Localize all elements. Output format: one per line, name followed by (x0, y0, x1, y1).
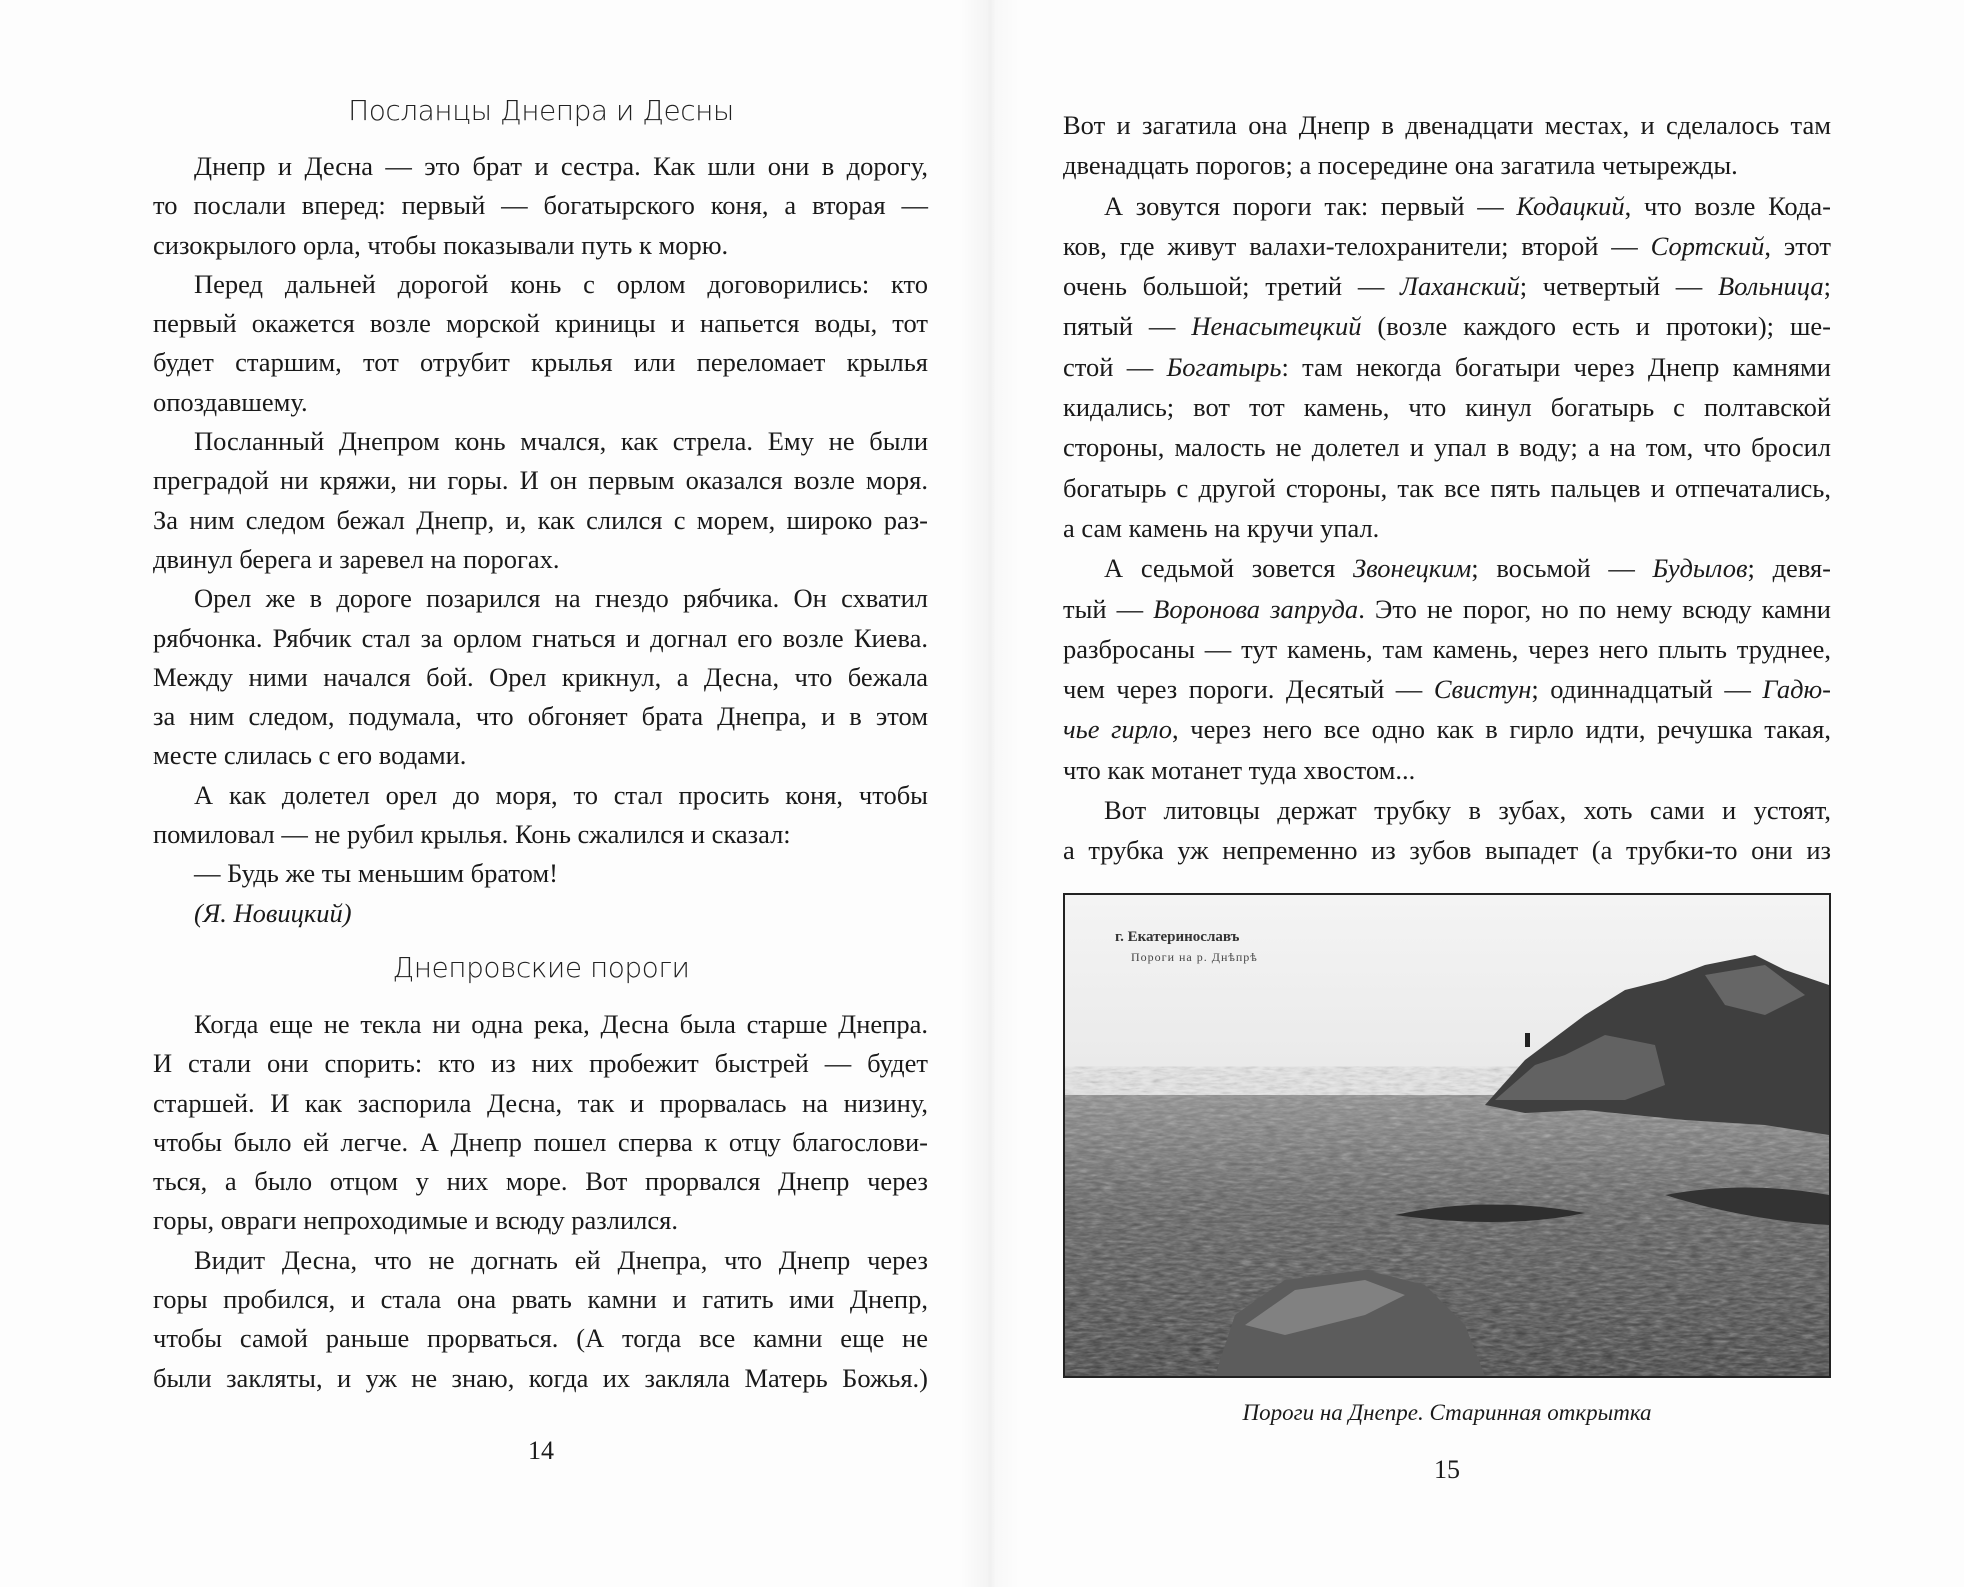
text-segment: разбросаны — тут камень, там камень, через него плыть труднее, (1063, 633, 1831, 664)
text-segment: рябчонка. Рябчик стал за орлом гнаться и догнал его возле Киева. (153, 622, 928, 653)
text-segment: за ним следом, подумала, что обгоняет брата Днепра, и в этом (153, 701, 928, 732)
text-line (153, 1241, 928, 1280)
text-line (1063, 548, 1831, 588)
text-segment: ; одиннадцатый — (1531, 674, 1763, 705)
text-line (1063, 226, 1831, 266)
section-heading-2: Днепровские пороги (392, 950, 690, 984)
text-line (1063, 750, 1831, 790)
text-line (153, 1359, 928, 1398)
text-segment: . Это не порог, но по нему всюду камни (1358, 593, 1831, 624)
text-segment: , через него все одно как в гирло идти, речушка такая, (1172, 714, 1831, 745)
section-2-body (153, 1005, 928, 1398)
postcard-image (1065, 895, 1829, 1376)
book-gutter-shadow (960, 0, 1020, 1587)
text-line (153, 658, 928, 697)
page-number-left: 14 (528, 1436, 554, 1465)
text-segment: Когда еще не текла ни одна река, Десна была старше Днепра. (194, 1008, 928, 1039)
text-segment: месте слилась с его водами. (153, 740, 467, 771)
text-line (1063, 790, 1831, 830)
text-line (153, 422, 928, 461)
text-line (153, 226, 928, 265)
text-segment: богатырь с другой стороны, так все пять пальцев и отпечатались, (1063, 472, 1831, 503)
text-line (1063, 427, 1831, 467)
text-line (153, 1201, 928, 1240)
page-number-right: 15 (1434, 1455, 1460, 1484)
text-segment: ; девя- (1747, 553, 1831, 584)
text-segment: пятый — (1063, 311, 1192, 342)
text-line (153, 343, 928, 382)
text-line (153, 461, 928, 500)
right-page-text (1063, 105, 1831, 871)
text-segment: ; четвертый — (1519, 271, 1718, 302)
text-segment: А зовутся пороги так: первый — (1104, 190, 1517, 221)
text-line (153, 894, 928, 933)
text-line (1063, 830, 1831, 870)
text-line (1063, 629, 1831, 669)
text-segment: — Будь же ты меньшим братом! (194, 858, 558, 889)
text-line (1063, 669, 1831, 709)
text-line (153, 1044, 928, 1083)
text-line (153, 736, 928, 775)
text-line (153, 147, 928, 186)
text-segment: что как мотанет туда хвостом... (1063, 754, 1416, 785)
text-segment: И стали они спорить: кто из них пробежит быстрей — будет (153, 1048, 928, 1079)
photo-caption: Пороги на Днепре. Старинная открытка (1242, 1400, 1652, 1425)
section-2-heading-wrap (153, 933, 928, 1005)
italic-term: Будылов (1652, 553, 1748, 584)
text-segment: стороны, малость не долетел и упал в воду; а на том, что бросил (1063, 432, 1831, 463)
italic-term: Сортский (1650, 230, 1765, 261)
text-segment: Видит Десна, что не догнать ей Днепра, что Днепр через (194, 1244, 928, 1275)
text-segment: Вот и загатила она Днепр в двенадцати местах, и сделалось там (1063, 110, 1831, 140)
text-line (1063, 306, 1831, 346)
text-segment: Днепр и Десна — это брат и сестра. Как шли они в дорогу, (194, 151, 928, 181)
text-segment: будет старшим, тот отрубит крылья или переломает крылья (153, 347, 928, 378)
postcard-photo (1063, 893, 1831, 1378)
text-line (1063, 508, 1831, 548)
italic-term: Ненасытецкий (1191, 311, 1362, 342)
text-line (1063, 709, 1831, 749)
text-segment: тый — (1063, 593, 1154, 624)
text-line (153, 304, 928, 343)
text-segment: стой — (1063, 351, 1167, 382)
text-segment: кидались; вот тот камень, что кинул богатырь с полтавской (1063, 392, 1831, 423)
text-segment: а трубка уж непременно из зубов выпадет (а трубки-то они из (1063, 835, 1831, 866)
section-1-body (153, 147, 928, 933)
italic-term: Воронова запруда (1153, 593, 1359, 624)
text-segment: первый окажется возле морской криницы и напьется воды, тот (153, 308, 928, 339)
text-segment: ; (1823, 271, 1831, 302)
text-line (1063, 105, 1831, 145)
text-line (153, 1123, 928, 1162)
text-line (153, 540, 928, 579)
text-line (153, 815, 928, 854)
text-segment: Перед дальней дорогой конь с орлом договорились: кто (194, 268, 928, 299)
text-segment: горы пробился, и стала она рвать камни и гатить ими Днепр, (153, 1284, 928, 1315)
text-line (153, 619, 928, 658)
text-segment: , этот (1764, 230, 1831, 261)
text-line (1063, 589, 1831, 629)
italic-term: Вольница (1718, 271, 1824, 302)
text-line (153, 186, 928, 225)
text-segment: Посланный Днепром конь мчался, как стрела. Ему не были (194, 426, 928, 457)
italic-term: Свистун (1433, 674, 1532, 705)
text-line (1063, 347, 1831, 387)
text-segment: Между ними начался бой. Орел крикнул, а Десна, что бежала (153, 661, 928, 692)
text-segment: сизокрылого орла, чтобы показывали путь к морю. (153, 229, 729, 260)
text-segment: помиловал — не рубил крылья. Конь сжалился и сказал: (153, 819, 791, 850)
text-segment: За ним следом бежал Днепр, и, как слился с морем, широко раз- (153, 504, 928, 535)
text-segment: ться, а было отцом у них море. Вот прорвался Днепр через (153, 1166, 928, 1197)
text-segment: горы, овраги непроходимые и всюду разлился. (153, 1205, 678, 1236)
text-line (1063, 266, 1831, 306)
italic-term: чье гирло (1063, 714, 1173, 745)
text-line (153, 697, 928, 736)
text-line (153, 1280, 928, 1319)
text-segment: чтобы самой раньше прорваться. (А тогда все камни еще не (153, 1323, 928, 1354)
text-segment: ; восьмой — (1471, 553, 1653, 584)
text-segment: А седьмой зовется (1104, 553, 1354, 584)
text-segment: , что возле Кода- (1624, 190, 1831, 221)
text-segment: чтобы было ей легче. А Днепр пошел сперва к отцу благослови- (153, 1126, 928, 1157)
italic-term: Звонецким (1353, 553, 1472, 584)
text-line (153, 1162, 928, 1201)
text-segment: : там некогда богатыри через Днепр камнями (1281, 351, 1831, 382)
text-line (153, 1005, 928, 1044)
italic-term: (Я. Новицкий) (194, 897, 352, 928)
text-segment: (возле каждого есть и протоки); ше- (1361, 311, 1831, 342)
left-page-text (153, 147, 928, 1398)
text-line (1063, 387, 1831, 427)
text-segment: ков, где живут валахи-телохранители; второй — (1063, 230, 1651, 261)
text-line (153, 854, 928, 893)
text-line (153, 776, 928, 815)
text-segment: очень большой; третий — (1063, 271, 1401, 302)
text-segment: двенадцать порогов; а посередине она загатила четырежды. (1063, 150, 1738, 181)
text-segment: Орел же в дороге позарился на гнездо рябчика. Он схватил (194, 583, 928, 614)
text-line (153, 579, 928, 618)
text-line (1063, 145, 1831, 185)
text-segment: Вот литовцы держат трубку в зубах, хоть сами и устоят, (1104, 795, 1831, 826)
text-line (153, 1319, 928, 1358)
text-segment: двинул берега и заревел на порогах. (153, 543, 560, 574)
text-line (153, 501, 928, 540)
section-heading-1: Посланцы Днепра и Десны (348, 94, 734, 127)
text-segment: а сам камень на кручи упал. (1063, 512, 1380, 543)
text-segment: преградой ни кряжи, ни горы. И он первым оказался возле моря. (153, 465, 928, 496)
text-line (153, 265, 928, 304)
italic-term: Кодацкий (1516, 190, 1625, 221)
postcard-subtitle: Пороги на р. Днѣпрѣ (1131, 950, 1258, 964)
text-segment: А как долетел орел до моря, то стал просить коня, чтобы (194, 779, 928, 810)
text-line (1063, 468, 1831, 508)
italic-term: Гадю- (1762, 674, 1831, 705)
text-line (153, 1084, 928, 1123)
text-segment: старшей. И как заспорила Десна, так и прорвалась на низину, (153, 1087, 928, 1118)
text-segment: чем через пороги. Десятый — (1063, 674, 1434, 705)
text-segment: опоздавшему. (153, 386, 308, 417)
italic-term: Лаханский (1400, 271, 1520, 302)
text-segment: то послали вперед: первый — богатырского коня, а вторая — (153, 190, 928, 221)
text-segment: были закляты, и уж не знаю, когда их закляла Матерь Божья.) (153, 1362, 928, 1393)
postcard-title: г. Екатеринославъ (1115, 929, 1240, 945)
text-line (153, 383, 928, 422)
italic-term: Богатырь (1166, 351, 1282, 382)
text-line (1063, 186, 1831, 226)
